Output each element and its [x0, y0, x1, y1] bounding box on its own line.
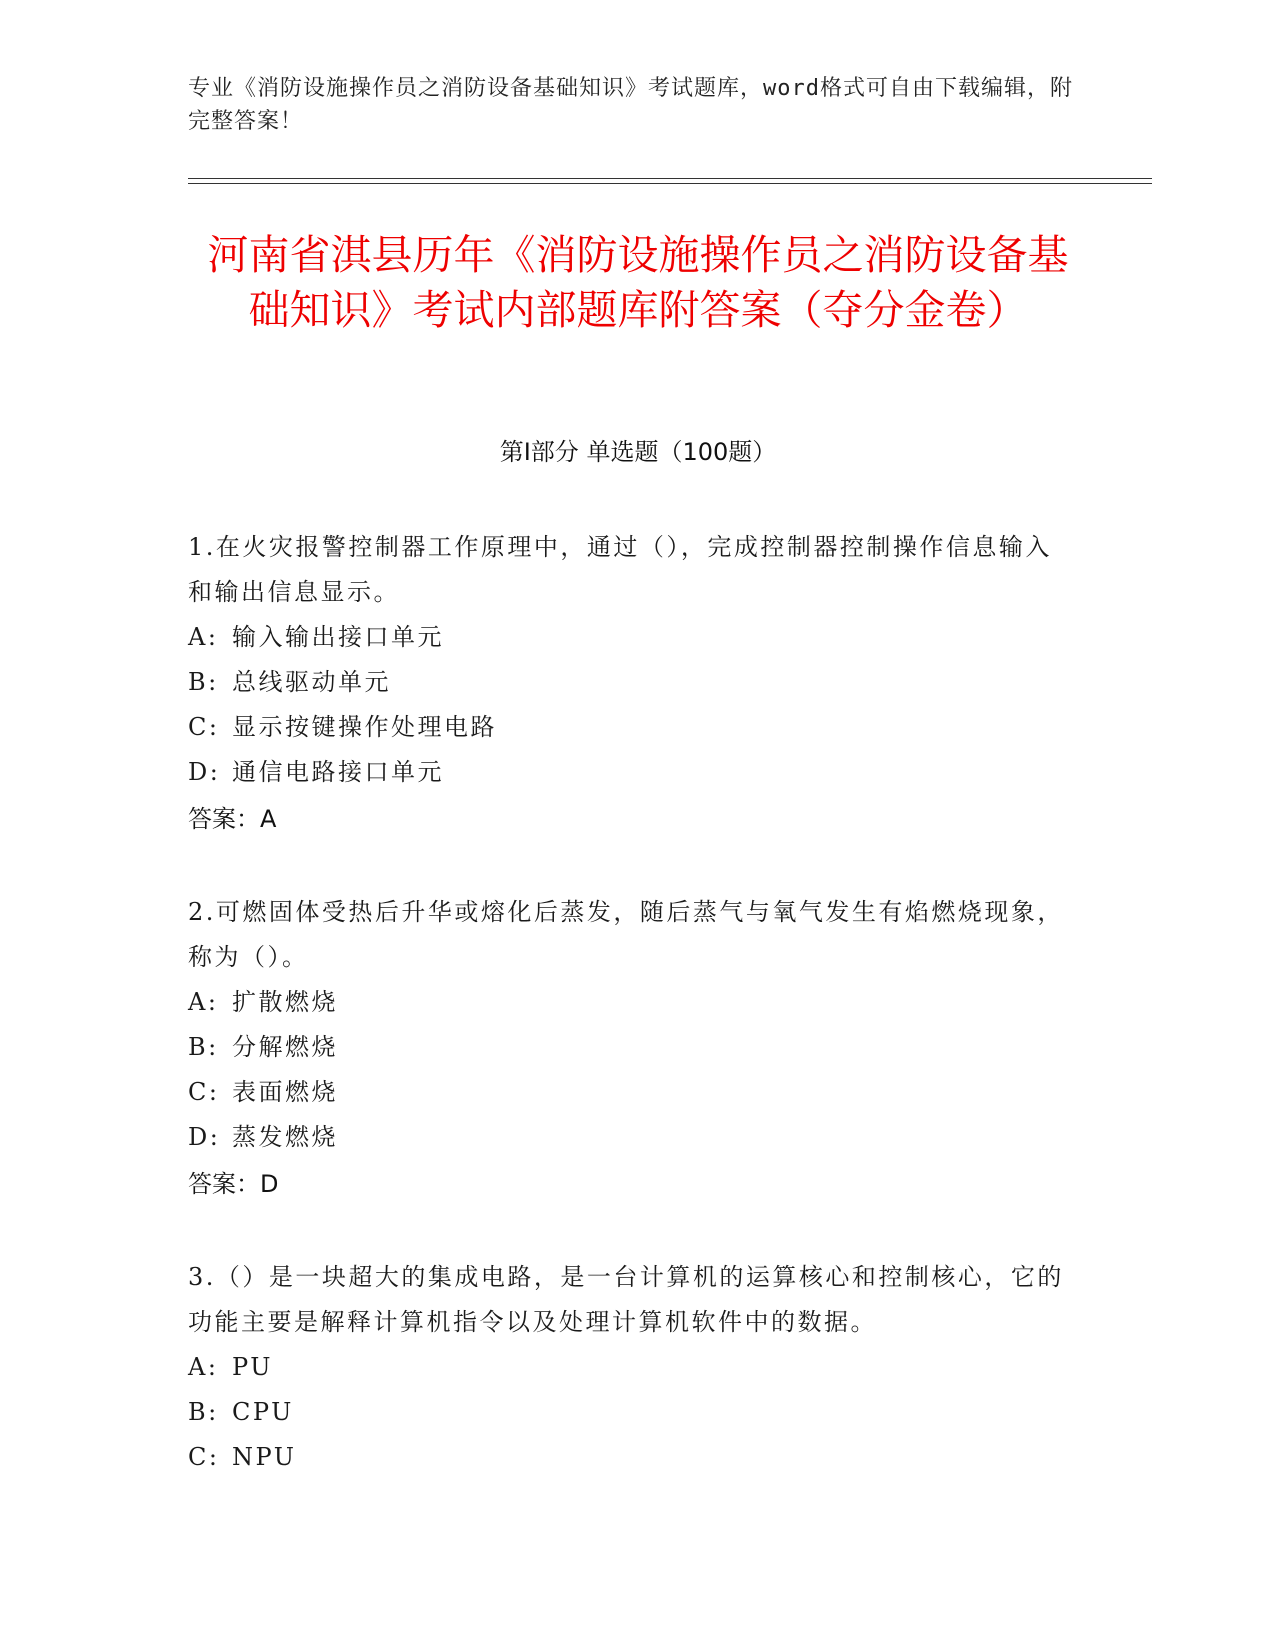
option-a	[188, 615, 1068, 660]
answer-value: D	[260, 1170, 279, 1198]
option-text: CPU	[232, 1398, 294, 1426]
option-b	[188, 1390, 1068, 1435]
option-text: 输入输出接口单元	[232, 623, 444, 651]
option-letter: C:	[188, 1443, 220, 1471]
header-note: 专业《消防设施操作员之消防设备基础知识》考试题库，word格式可自由下载编辑，附完整答案！	[188, 76, 1073, 134]
option-d	[188, 750, 1068, 795]
option-text: 显示按键操作处理电路	[232, 713, 497, 741]
option-letter: C:	[188, 713, 220, 741]
header-divider-top	[188, 178, 1152, 179]
option-d	[188, 1115, 1068, 1160]
answer-label: 答案：	[188, 1170, 260, 1198]
option-text: 表面燃烧	[232, 1078, 338, 1106]
option-text: 分解燃烧	[232, 1033, 338, 1061]
answer-line	[188, 797, 1068, 842]
option-c	[188, 1070, 1068, 1115]
option-c	[188, 705, 1068, 750]
option-b	[188, 660, 1068, 705]
question-1	[188, 525, 1068, 842]
document-title: 河南省淇县历年《消防设施操作员之消防设备基础知识》考试内部题库附答案（夺分金卷）	[207, 231, 1069, 334]
question-stem: 1.在火灾报警控制器工作原理中，通过（），完成控制器控制操作信息输入和输出信息显示。	[188, 533, 1052, 606]
option-text: NPU	[232, 1443, 297, 1471]
answer-line	[188, 1162, 1068, 1207]
section-title: 第Ⅰ部分 单选题（100题）	[499, 438, 777, 466]
option-a	[188, 1345, 1068, 1390]
option-text: PU	[232, 1353, 273, 1381]
question-stem: 3.（）是一块超大的集成电路，是一台计算机的运算核心和控制核心，它的功能主要是解释计算机指令以及处理计算机软件中的数据。	[188, 1263, 1064, 1336]
option-text: 蒸发燃烧	[232, 1123, 338, 1151]
option-text: 通信电路接口单元	[232, 758, 444, 786]
option-b	[188, 1025, 1068, 1070]
question-list	[188, 525, 1068, 1528]
option-letter: B:	[188, 668, 219, 696]
option-letter: A:	[188, 1353, 219, 1381]
option-letter: D:	[188, 758, 221, 786]
option-letter: D:	[188, 1123, 221, 1151]
question-stem: 2.可燃固体受热后升华或熔化后蒸发，随后蒸气与氧气发生有焰燃烧现象，称为（）。	[188, 898, 1064, 971]
option-a	[188, 980, 1068, 1025]
option-letter: B:	[188, 1398, 219, 1426]
option-text: 扩散燃烧	[232, 988, 338, 1016]
option-letter: B:	[188, 1033, 219, 1061]
option-letter: A:	[188, 623, 219, 651]
option-letter: A:	[188, 988, 219, 1016]
option-c	[188, 1435, 1068, 1480]
option-text: 总线驱动单元	[232, 668, 391, 696]
header-divider-bottom	[188, 183, 1152, 184]
question-2	[188, 890, 1068, 1207]
answer-value: A	[260, 805, 277, 833]
option-letter: C:	[188, 1078, 220, 1106]
answer-label: 答案：	[188, 805, 260, 833]
question-3	[188, 1255, 1068, 1480]
